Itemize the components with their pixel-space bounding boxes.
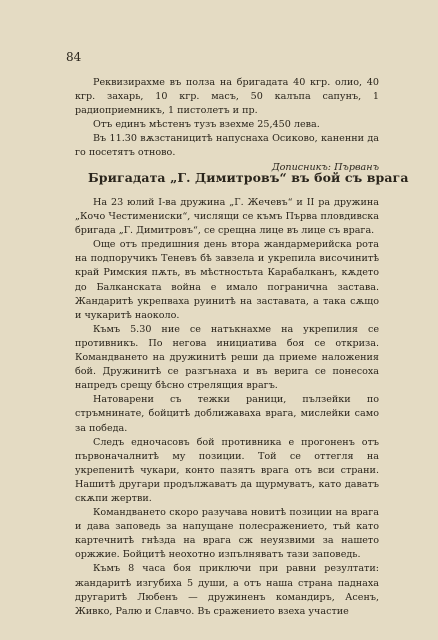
article-heading: Бригадата „Г. Димитровъ“ въ бой съ врага — [88, 170, 409, 185]
article-paragraph-4: Натоварени съ тежки раници, пълзейки по стръмнинате, бойцитѣ доближаваха врага, мислейки само за победа. — [75, 394, 379, 434]
intro-paragraph-1: Реквизирахме въ полза на бригадата 40 кгр. олио, 40 кгр. захарь, 10 кгр. масъ, 50 калъпа сапунъ, 1 радиоприемникъ, 1 пистолетъ и пр. — [75, 77, 379, 117]
article-paragraph-7: Къмъ 8 часа боя приключи при равни резултати: жандаритѣ изгубиха 5 души, а отъ наша страна паднаха другаритѣ Любенъ — дружиненъ командиръ, Асенъ, Живко, Ралю и Славчо. Въ сражението взеха участие — [75, 563, 379, 617]
article-paragraph-2: Още отъ предишния день втора жандармерийска рота на подпоручикъ Теневъ бѣ завзела и укрепила височинитѣ край Римския пѫть, въ мѣстностьта Карабалканъ, кѫдето до Балканската война е имало погранична застава. Жандаритѣ укрепваха руинитѣ на заставата, а така сѫщо и чукаритѣ наоколо. — [75, 239, 379, 321]
signature: Дописникъ: Първанъ — [271, 161, 379, 173]
article-paragraph-1: На 23 юлий I-ва дружина „Г. Жечевъ“ и II ра дружина „Кочо Честимениски“, числящи се къмъ Първа пловдивска бригада „Г. Димитровъ“, се срещна лице въ лице съ врага. — [75, 197, 379, 237]
intro-paragraph-3: Въ 11.30 вѫзстаницитѣ напуснаха Осиково, каненни да го посетятъ отново. — [75, 133, 379, 159]
intro-block — [75, 76, 379, 175]
page-number: 84 — [66, 50, 82, 64]
intro-paragraph-2: Отъ единъ мѣстенъ тузъ взехме 25,450 лева. — [93, 119, 320, 131]
article-paragraph-6: Командването скоро разучава новитѣ позиции на врага и дава заповедь за напущане полесражението, тъй като картечнитѣ гнѣзда на врага сж неуязвими за нашето оржжие. Бойцитѣ неохотно изпълняватъ тази заповедь. — [75, 507, 379, 561]
article-paragraph-5: Следъ едночасовъ бой противника е прогоненъ отъ първоначалнитѣ му позиции. Той се оттегля на укрепенитѣ чукари, конто пазятъ врага отъ вси страни. Нашитѣ другари продължаватъ да щурмуватъ, като даватъ скѫпи жертви. — [75, 436, 379, 504]
article-body — [75, 196, 379, 619]
article-paragraph-3: Къмъ 5.30 ние се натъкнахме на укрепилия се противникъ. По негова инициатива боя се откриза. Командването на дружинитѣ реши да приеме наложения бой. Дружинитѣ се разгънаха и въ верига се понесоха напредъ срещу бѣсно стрелящия врагъ. — [75, 323, 379, 392]
